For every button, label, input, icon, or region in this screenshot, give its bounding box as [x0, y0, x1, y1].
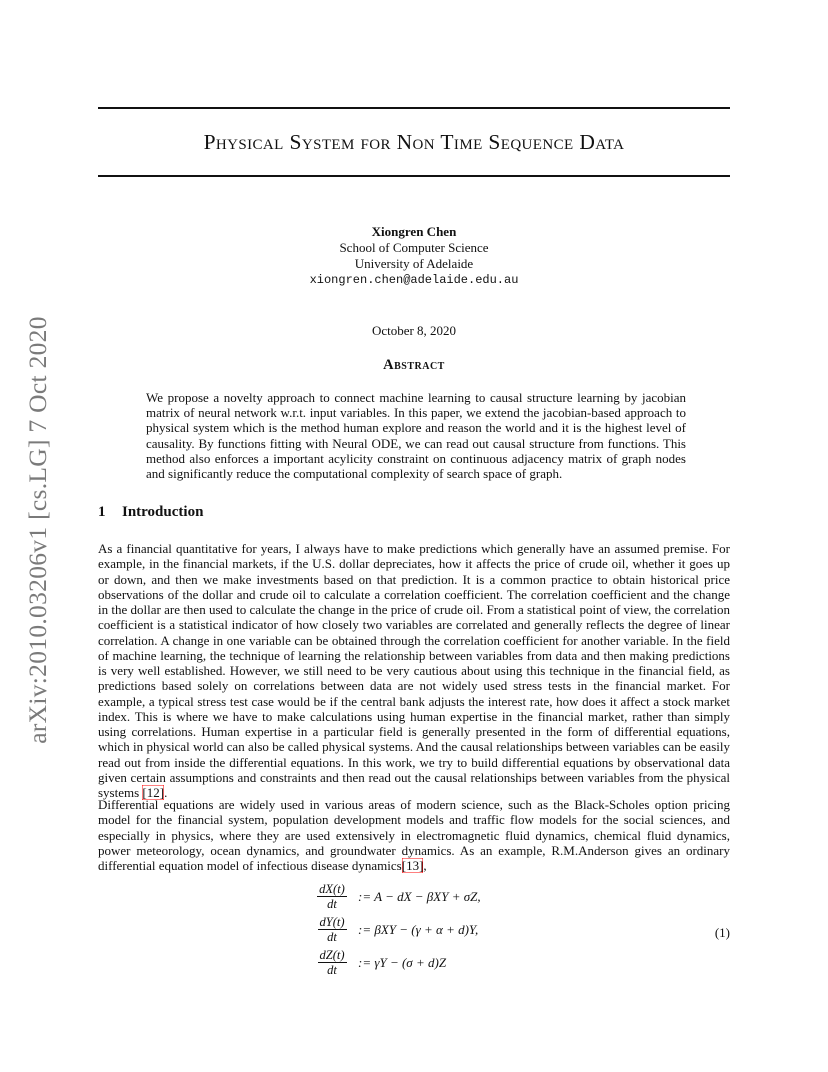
title-top-rule [98, 107, 730, 109]
fraction-denominator: dt [327, 930, 337, 944]
derivative-fraction [310, 948, 354, 977]
equation-rhs: := βXY − (γ + α + d)Y, [358, 921, 479, 937]
arxiv-stamp-text: arXiv:2010.03206v1 [cs.LG] 7 Oct 2020 [23, 316, 52, 744]
abstract-body: We propose a novelty approach to connect machine learning to causal structure learning by jacobian matrix of neural network w.r.t. input variables. In this paper, we extend the jacobian-based approach to physical system which is the method human explore and reason the world and it is the highest level of causality. By functions fitting with Neural ODE, we can read out causal structure from functions. This method also enforces a important acylicity constraint on continuous adjacency matrix of graph nodes and significantly reduce the computational complexity of search space of graph. [146, 390, 686, 482]
paragraph-1-text: As a financial quantitative for years, I always have to make predictions which generally have an assumed premise. For example, in the financial markets, if the U.S. dollar depreciates, how it affects the price of crude oil, whether it goes up or down, and then we make investments based on that prediction. It is a common practice to obtain historical price observations of the dollar and crude oil to calculate a correlation coefficient. The correlation coefficient and the change in the dollar are then used to calculate the change in the price of crude oil. From a statistical point of view, the correlation coefficient is a statistical indicator of how closely two variables are correlated and generally reflects the degree of linear correlation. A change in one variable can be obtained through the correlation coefficient for another variable. In the field of machine learning, the technique of learning the relationship between variables from data and then making predictions is very well established. However, we still need to be very cautious about using this technique in the financial field, as predictions based solely on correlations between data are not widely used stress tests in the financial market. For example, a typical stress test case would be if the central bank adjusts the interest rate, how does it affect a stock market index. This is where we have to make calculations using human expertise in the financial market, rather than simply using correlations. Human expertise in a particular field is generally presented in the form of differential equations, which in physical world can also be called physical systems. And the causal relationships between variables can be easily read out from inside the differential equations. In this work, we try to build differential equations by observational data given certain assumptions and constraints and then read out the causal relationships between variables from the physical systems [98, 541, 730, 800]
equation-row-z [310, 946, 730, 979]
equation-row-y [310, 913, 730, 946]
paper-title: Physical System for Non Time Sequence Data [203, 130, 625, 154]
equation-number: (1) [714, 925, 730, 940]
citation-link-13[interactable]: [13] [401, 858, 424, 873]
section-title: Introduction [122, 504, 204, 520]
fraction-numerator: dX(t) [319, 882, 345, 896]
author-email[interactable]: xiongren.chen@adelaide.edu.au [309, 273, 519, 287]
paragraph-2-text: Differential equations are widely used in various areas of modern science, such as the Black-Scholes option pricing model for the financial system, population development models and traffic flow models for the social sciences, and especially in physics, where they are used extensively in electromagnetic fluid dynamics, chemical fluid dynamics, power meteorology, ocean dynamics, and groundwater dynamics. As an example, R.M.Anderson gives an ordinary differential equation model of infectious disease dynamics [98, 797, 730, 873]
paper-date: October 8, 2020 [371, 323, 457, 338]
title-bottom-rule [98, 175, 730, 177]
author-affiliation-school: School of Computer Science [339, 240, 489, 255]
paragraph-1-end: . [164, 785, 168, 800]
equation-block-1 [310, 880, 730, 979]
fraction-denominator: dt [327, 963, 337, 977]
citation-link-12[interactable]: [12] [142, 785, 165, 800]
equation-rhs: := A − dX − βXY + σZ, [358, 888, 481, 904]
author-block [98, 224, 730, 288]
paragraph-2-end: , [423, 858, 427, 873]
fraction-denominator: dt [327, 897, 337, 911]
author-name: Xiongren Chen [371, 224, 457, 239]
derivative-fraction [310, 915, 354, 944]
arxiv-stamp [18, 300, 58, 760]
fraction-numerator: dY(t) [319, 915, 345, 929]
intro-paragraph-2 [98, 797, 730, 873]
fraction-numerator: dZ(t) [319, 948, 345, 962]
author-affiliation-university: University of Adelaide [354, 256, 474, 271]
section-number: 1 [98, 504, 106, 520]
derivative-fraction [310, 882, 354, 911]
section-heading-introduction [98, 504, 203, 521]
equation-rhs: := γY − (σ + d)Z [358, 954, 447, 970]
abstract-heading: Abstract [383, 357, 445, 373]
equation-row-x [310, 880, 730, 913]
intro-paragraph-1 [98, 541, 730, 800]
